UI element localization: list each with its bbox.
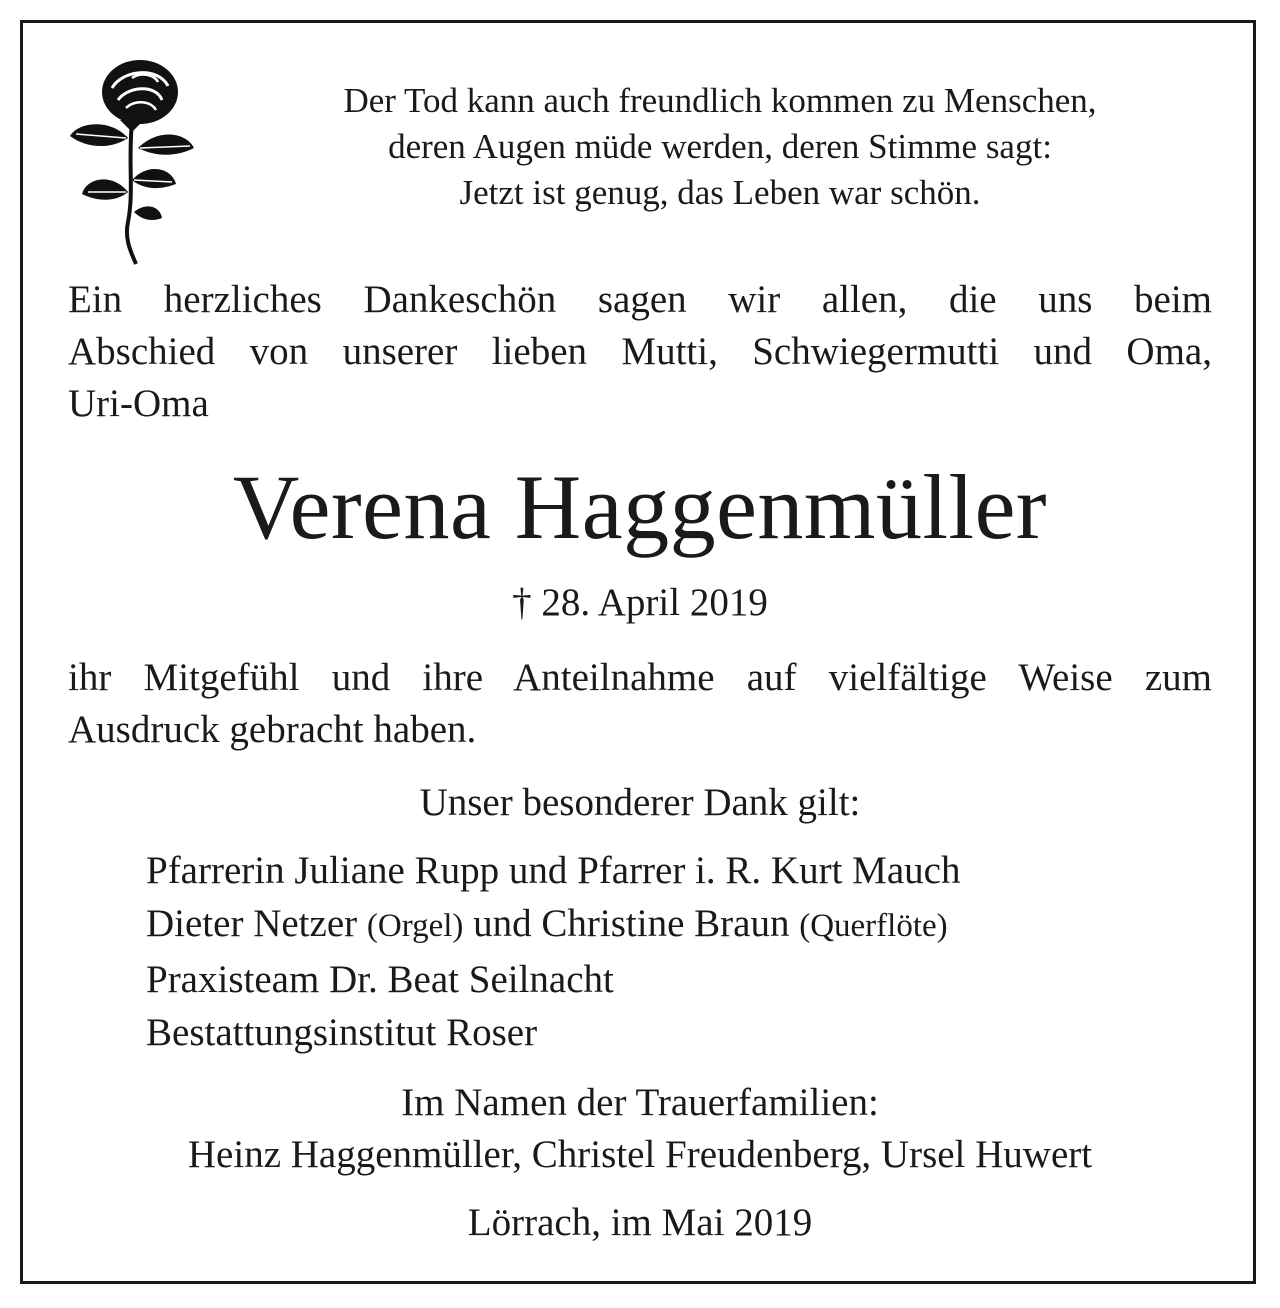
poem-line: Jetzt ist genug, das Leben war schön. [459,173,981,212]
intro-paragraph [68,274,1212,430]
poem [220,78,1220,216]
poem-line: Der Tod kann auch freundlich kommen zu Menschen, [343,81,1097,120]
deceased-name: Verena Haggenmüller [232,456,1048,558]
thanks-note: (Orgel) [366,908,464,944]
thanks-row: Bestattungsinstitut Roser [146,1011,538,1054]
place-date: Lörrach, im Mai 2019 [467,1201,813,1244]
intro-line: Uri-Oma [68,382,209,425]
poem-line: deren Augen müde werden, deren Stimme sagt: [388,127,1052,166]
thanks-name: Dieter Netzer [146,902,358,945]
thanks-list [146,844,1246,1059]
rose-icon [62,52,202,266]
thanks-note: (Querflöte) [799,908,948,944]
thanks-heading: Unser besonderer Dank gilt: [419,781,861,824]
thanks-row [146,897,1246,953]
death-date: † 28. April 2019 [512,581,768,624]
body-line: Ausdruck gebracht haben. [68,708,477,751]
family-heading: Im Namen der Trauerfamilien: [401,1081,879,1124]
intro-line: Abschied von unserer lieben Mutti, Schwiegermutti und Oma, [68,330,1212,373]
family-names: Heinz Haggenmüller, Christel Freudenberg, Ursel Huwert [187,1133,1093,1176]
thanks-row: Pfarrerin Juliane Rupp und Pfarrer i. R. Kurt Mauch [146,849,961,892]
thanks-name: und Christine Braun [473,902,790,945]
body-paragraph [68,652,1212,756]
intro-line: Ein herzliches Dankeschön sagen wir allen, die uns beim [68,278,1212,321]
body-line: ihr Mitgefühl und ihre Anteilnahme auf vielfältige Weise zum [68,656,1212,699]
thanks-row: Praxisteam Dr. Beat Seilnacht [146,958,614,1001]
